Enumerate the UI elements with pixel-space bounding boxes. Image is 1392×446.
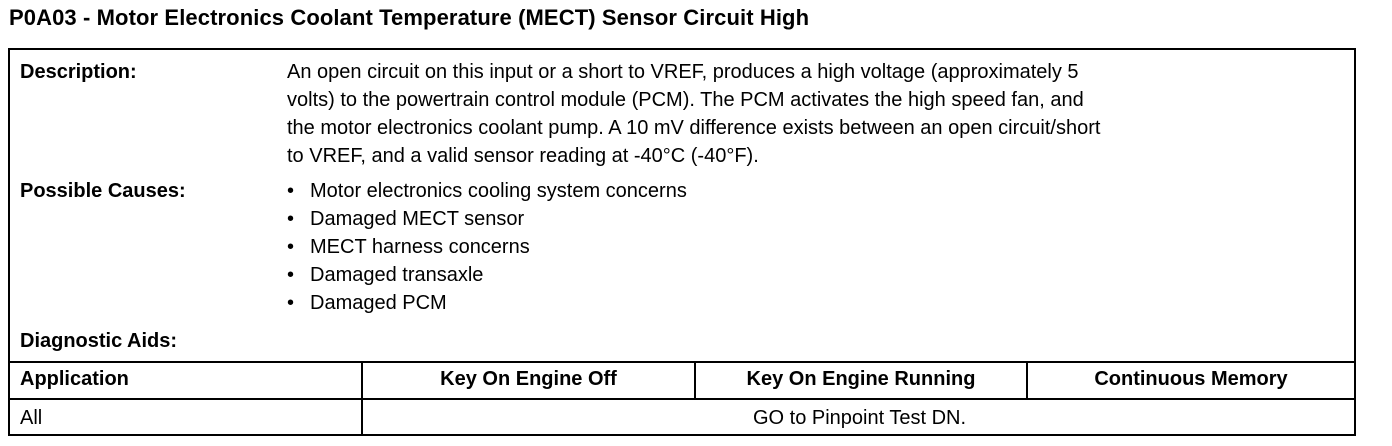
description-line: volts) to the powertrain control module (PCM). The PCM activates the high speed fan, and (287, 89, 1084, 111)
table-header-koer: Key On Engine Running (746, 368, 976, 390)
table-top-border (8, 361, 1356, 363)
cause-list-item (287, 180, 687, 203)
cause-text: MECT harness concerns (310, 236, 530, 258)
bullet-icon: • (287, 292, 295, 314)
cause-list-item (287, 208, 524, 231)
cause-text: Damaged transaxle (310, 264, 484, 286)
cause-text: Damaged PCM (310, 292, 447, 314)
bullet-icon: • (287, 180, 295, 202)
cause-list-item (287, 292, 447, 315)
description-label: Description: (20, 61, 137, 83)
bullet-icon: • (287, 208, 295, 230)
cause-text: Motor electronics cooling system concerns (310, 180, 687, 202)
bullet-icon: • (287, 264, 295, 286)
pinpoint-test-link[interactable]: GO to Pinpoint Test DN. (752, 407, 967, 429)
possible-causes-label: Possible Causes: (20, 180, 186, 202)
page-title: P0A03 - Motor Electronics Coolant Temperature (MECT) Sensor Circuit High (9, 5, 810, 30)
description-line: An open circuit on this input or a short to VREF, produces a high voltage (approximately 5 (287, 61, 1079, 83)
diagnostic-aids-label: Diagnostic Aids: (20, 330, 178, 352)
cause-text: Damaged MECT sensor (310, 208, 525, 230)
cause-list-item (287, 264, 483, 287)
table-row-divider (8, 398, 1356, 400)
cause-list-item (287, 236, 530, 259)
table-cell-application: All (20, 407, 43, 429)
bullet-icon: • (287, 236, 295, 258)
description-line: the motor electronics coolant pump. A 10 mV difference exists between an open circuit/short (287, 117, 1101, 139)
table-header-application: Application (20, 368, 129, 390)
table-header-continuous-memory: Continuous Memory (1094, 368, 1288, 390)
table-header-koeo: Key On Engine Off (440, 368, 617, 390)
description-line: to VREF, and a valid sensor reading at -40°C (-40°F). (287, 145, 759, 167)
